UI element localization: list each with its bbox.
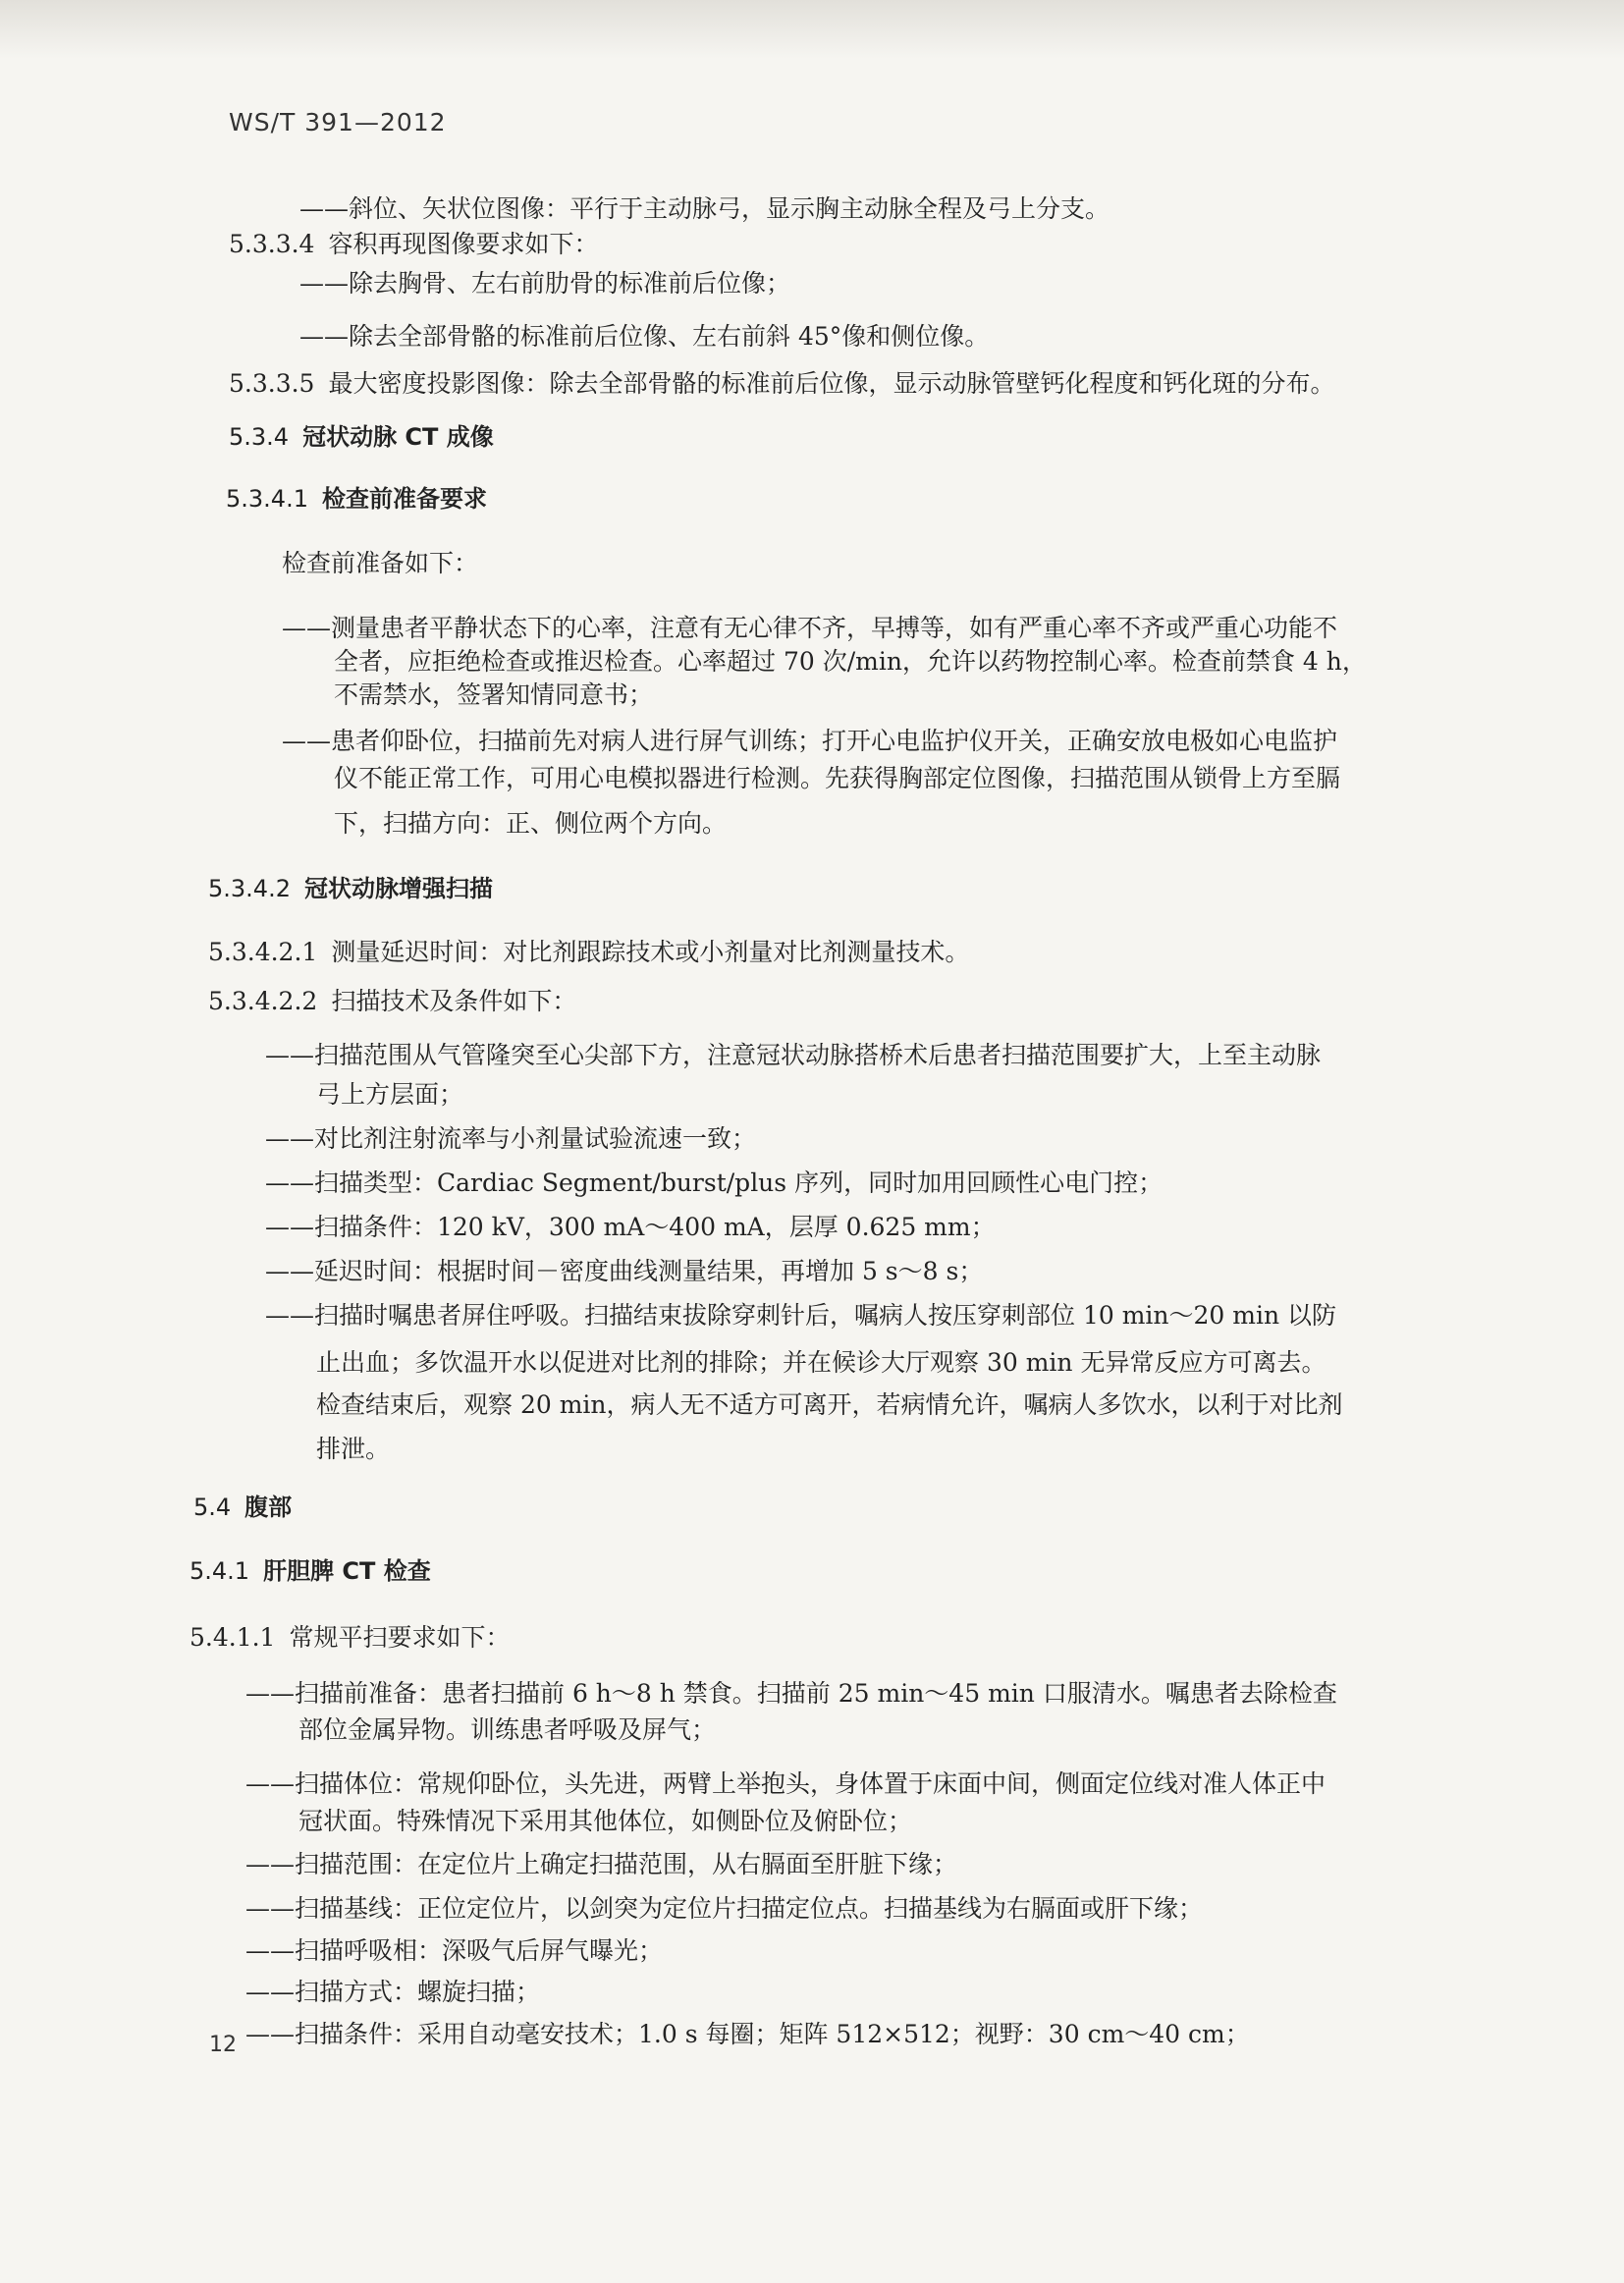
text-line	[299, 192, 1110, 226]
text-line	[334, 762, 1340, 795]
clause-text: 下，扫描方向：正、侧位两个方向。	[334, 809, 728, 838]
clause-text: 最大密度投影图像：除去全部骨骼的标准前后位像，显示动脉管壁钙化程度和钙化斑的分布。	[328, 369, 1335, 398]
clause-text: ——扫描方式：螺旋扫描；	[245, 1978, 541, 2006]
clause-text: ——扫描前准备：患者扫描前 6 h～8 h 禁食。扫描前 25 min～45 min 口服清水。嘱患者去除检查	[245, 1679, 1337, 1708]
text-line	[245, 2018, 1250, 2051]
clause-text: 仪不能正常工作，可用心电模拟器进行检测。先获得胸部定位图像，扫描范围从锁骨上方至膈	[334, 764, 1341, 792]
clause-text: ——扫描体位：常规仰卧位，头先进，两臂上举抱头，身体置于床面中间，侧面定位线对准人体正中	[245, 1769, 1326, 1798]
text-line	[316, 1346, 1326, 1380]
text-line	[265, 1167, 1163, 1200]
clause-text: 肝胆脾 CT 检查	[263, 1557, 431, 1585]
text-line	[299, 267, 790, 300]
text-line	[298, 1713, 716, 1747]
text-line	[208, 936, 969, 969]
text-line	[334, 807, 727, 841]
clause-number: 5.4.1.1	[189, 1623, 276, 1652]
clause-text: 测量延迟时间：对比剂跟踪技术或小剂量对比剂测量技术。	[331, 938, 970, 966]
clause-text: 常规平扫要求如下：	[289, 1623, 511, 1652]
clause-text: 止出血；多饮温开水以促进对比剂的排除；并在候诊大厅观察 30 min 无异常反应方可离去。	[316, 1348, 1326, 1377]
clause-text: 扫描技术及条件如下：	[331, 987, 577, 1015]
clause-text: 排泄。	[316, 1435, 391, 1463]
text-line	[245, 1976, 540, 2009]
text-line	[189, 1621, 510, 1655]
clause-text: ——扫描条件：采用自动毫安技术；1.0 s 每圈；矩阵 512×512；视野：30 cm～40 cm；	[245, 2020, 1250, 2048]
clause-text: ——除去胸骨、左右前肋骨的标准前后位像；	[299, 269, 791, 298]
clause-number: 5.3.4.2	[208, 875, 291, 902]
clause-text: ——测量患者平静状态下的心率，注意有无心律不齐，早搏等，如有严重心率不齐或严重心功能不	[282, 614, 1338, 642]
text-line	[245, 1934, 663, 1968]
clause-text: ——扫描范围从气管隆突至心尖部下方，注意冠状动脉搭桥术后患者扫描范围要扩大，上至主动脉	[265, 1041, 1322, 1069]
text-line	[316, 1433, 390, 1466]
section-heading	[226, 482, 487, 516]
clause-text: ——扫描条件：120 kV，300 mA～400 mA，层厚 0.625 mm；	[265, 1213, 996, 1241]
clause-text: ——患者仰卧位，扫描前先对病人进行屏气训练；打开心电监护仪开关，正确安放电极如心电监护	[282, 727, 1338, 755]
text-line	[265, 1039, 1321, 1072]
clause-text: 全者，应拒绝检查或推迟检查。心率超过 70 次/min，允许以药物控制心率。检查前禁食 4 h，	[334, 647, 1367, 676]
text-line	[229, 228, 598, 261]
clause-text: ——扫描呼吸相：深吸气后屏气曝光；	[245, 1936, 664, 1965]
text-line	[265, 1299, 1336, 1332]
clause-number: 5.3.3.5	[229, 369, 315, 398]
section-heading	[229, 420, 494, 454]
section-heading	[193, 1491, 292, 1524]
text-line	[265, 1211, 996, 1244]
text-line	[298, 1805, 912, 1838]
clause-text: 容积再现图像要求如下：	[328, 230, 599, 258]
clause-text: 部位金属异物。训练患者呼吸及屏气；	[298, 1715, 717, 1744]
clause-text: ——斜位、矢状位图像：平行于主动脉弓，显示胸主动脉全程及弓上分支。	[299, 194, 1110, 223]
text-line	[245, 1848, 957, 1881]
section-heading	[208, 872, 493, 905]
clause-number: 5.3.4.1	[226, 485, 308, 513]
clause-text: ——延迟时间：根据时间－密度曲线测量结果，再增加 5 s～8 s；	[265, 1257, 984, 1285]
text-line	[316, 1388, 1343, 1422]
clause-number: 5.3.4.2.1	[208, 938, 318, 966]
clause-text: 冠状动脉增强扫描	[303, 875, 493, 902]
clause-text: 弓上方层面；	[316, 1080, 464, 1109]
text-line	[245, 1892, 1203, 1926]
clause-text: 冠状面。特殊情况下采用其他体位，如侧卧位及俯卧位；	[298, 1807, 913, 1835]
clause-text: ——对比剂注射流率与小剂量试验流速一致；	[265, 1124, 757, 1153]
clause-text: 检查结束后，观察 20 min，病人无不适方可离开，若病情允许，嘱病人多饮水，以利于对比剂	[316, 1390, 1343, 1419]
text-line	[229, 367, 1334, 401]
clause-number: 5.3.4.2.2	[208, 987, 318, 1015]
text-line	[245, 1677, 1337, 1711]
text-line	[265, 1122, 756, 1156]
text-line	[282, 725, 1337, 758]
clause-text: ——扫描时嘱患者屏住呼吸。扫描结束拔除穿刺针后，嘱病人按压穿刺部位 10 min～20 min 以防	[265, 1301, 1337, 1330]
clause-text: 冠状动脉 CT 成像	[302, 423, 494, 451]
text-line	[282, 612, 1337, 645]
section-heading	[189, 1554, 431, 1588]
text-line	[265, 1255, 983, 1288]
clause-text: 检查前准备要求	[321, 485, 487, 513]
clause-number: 5.4.1	[189, 1557, 250, 1585]
clause-number: 5.3.3.4	[229, 230, 315, 258]
text-line	[208, 985, 576, 1018]
clause-number: 5.3.4	[229, 423, 290, 451]
clause-text: ——扫描类型：Cardiac Segment/burst/plus 序列，同时加用回顾性心电门控；	[265, 1169, 1164, 1197]
clause-text: 不需禁水，签署知情同意书；	[334, 680, 654, 709]
clause-text: 检查前准备如下：	[282, 549, 479, 577]
clause-text: ——扫描范围：在定位片上确定扫描范围，从右膈面至肝脏下缘；	[245, 1850, 958, 1878]
text-line	[245, 1767, 1326, 1801]
text-line	[299, 320, 989, 353]
clause-number: 5.4	[193, 1494, 232, 1521]
standard-number: WS/T 391—2012	[229, 108, 447, 136]
text-line	[334, 645, 1367, 679]
clause-text: ——除去全部骨骼的标准前后位像、左右前斜 45°像和侧位像。	[299, 322, 990, 351]
text-line	[316, 1078, 463, 1112]
text-line	[334, 679, 653, 712]
clause-text: 腹部	[244, 1494, 293, 1521]
page-number: 12	[209, 2033, 237, 2057]
clause-text: ——扫描基线：正位定位片，以剑突为定位片扫描定位点。扫描基线为右膈面或肝下缘；	[245, 1894, 1204, 1923]
text-line	[282, 547, 478, 580]
